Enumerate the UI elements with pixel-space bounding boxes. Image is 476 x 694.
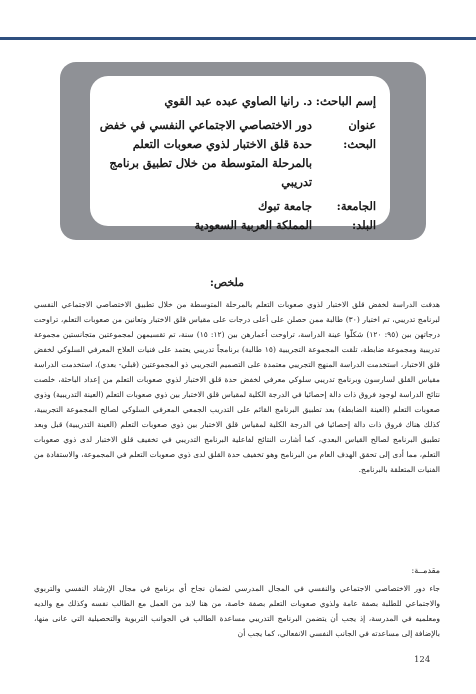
abstract-body [34,297,440,477]
researcher-label: إسم الباحث: [315,94,376,108]
country-label: البلد: [351,218,376,232]
intro-body [34,581,440,641]
header-rule [0,37,476,40]
abstract-paragraph: هدفت الدراسة لخفض قلق الاختبار لذوي صعوبات التعلم بالمرحلة المتوسطة من خلال تطبيق الاختصاصي الاجتماعي النفسي لبرنامج تدريبي، تم اختيار (٣٠) طالبة ممن حصلن على أعلى درجات على مقياس قلق الاختبار وتعانين من صعوبات التعلم، تراوحت درجاتهن بين (٩٥: ١٢٠) شكلّوا عينة الدراسة، تراوحت أعمارهن بين (١٢: ١٥) سنة، تم تقسيمهن لمجموعتين متجانستين مجموعة تدريبية ومجموعة ضابطة، تلقت المجموعة التجريبية (١٥ طالبة) برنامجاً تدريبي يعتمد على فنيات العلاج المعرفي السلوكي لخفض قلق الاختبار، استخدمت الدراسة المنهج التجريبي معتمدة على التصميم التجريبي ذو المجموعتين (قبلي- بعدي)، استخدمت الدراسة مقياس القلق لسارسون وبرنامج تدريبي سلوكي معرفي لخفض حدة قلق الاختبار لذوي صعوبات التعلم من إعداد الباحثة، خلصت نتائج الدراسة لوجود فروق ذات دالة إحصائيا في الدرجة الكلية لمقياس قلق الاختبار بين ذوي صعوبات التعلم (العينة التدريبية) وذوي صعوبات التعلم (العينة الضابطة) بعد تطبيق البرنامج القائم على التدريب الجمعي المعرفي السلوكي لصالح المجموعة التجريبية، كذلك هناك فروق ذات دالة إحصائيا في الدرجة الكلية لمقياس قلق الاختبار بين ذوي صعوبات التعلم (العينة التدريبية) قبل وبعد تطبيق البرنامج لصالح القياس البعدي، كما أشارت النتائج لفاعلية البرنامج التدريبي في تخفيف قلق الاختبار لدى ذوي صعوبات التعلم، مما أدى إلى تحقق الهدف العام من البرنامج وهو تخفيف حدة القلق لدى ذوي صعوبات التعلم في المجموعة، والاستفادة من الفنيات المتعلقة بالبرنامج. [34,300,440,474]
page-number: 124 [414,655,431,665]
country-row [96,216,376,235]
research-title: دور الاختصاصي الاجتماعي النفسي في خفض حدة قلق الاختبار لذوي صعوبات التعلم بالمرحلة المتوسطة من خلال تطبيق برنامج تدريبي [99,118,312,189]
abstract-heading: ملخص: [209,276,244,289]
university-label: الجامعة: [336,199,376,213]
title-row [96,116,376,192]
country-name: المملكة العربية السعودية [194,218,312,232]
university-row [96,197,376,216]
intro-heading: مقدمــة: [411,566,440,575]
researcher-name: د. رانيا الصاوي عبده عبد القوي [164,94,312,108]
info-panel [90,76,390,232]
info-card [60,62,426,240]
title-label: عنوان البحث: [343,118,376,151]
university-name: جامعة تبوك [257,199,312,213]
intro-paragraph: جاء دور الاختصاصي الاجتماعي والنفسي في المجال المدرسي لضمان نجاح أي برنامج في مجال الإرشاد النفسي والتربوي والاجتماعي للطلبة بصفة عامة ولذوي صعوبات التعلم بصفة خاصة، من هنا لابد من العمل مع الطالب نفسه وكذلك مع والديه ومعلميه في المدرسة، إذ يجب أن يتضمن البرنامج التدريبي مساعدة الطالب في الجوانب التربوية والتحصيلية التي عانى منها، بالإضافة إلى مساعدته في الجانب النفسي الانفعالي، كما يجب أن [34,584,440,638]
researcher-row [96,92,376,111]
